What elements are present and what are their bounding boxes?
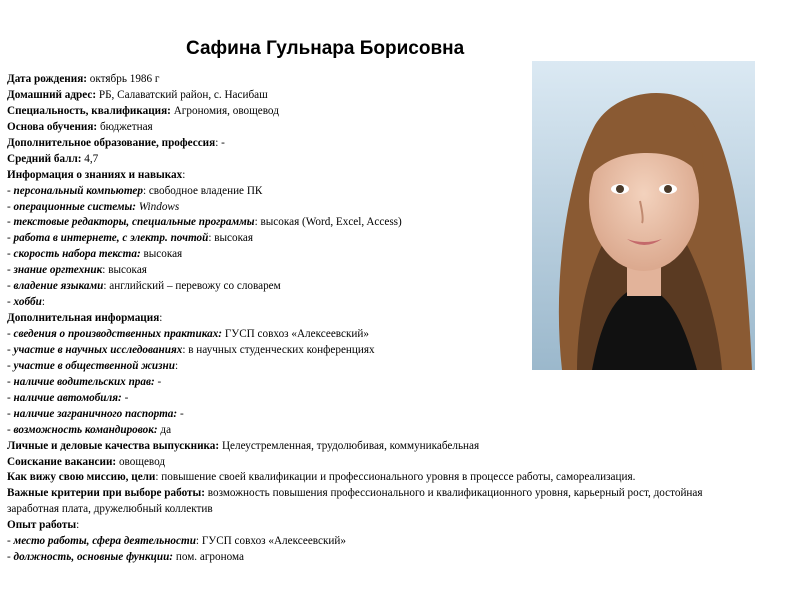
- detail-line: [7, 263, 777, 279]
- line-prefix: -: [7, 359, 14, 372]
- line-prefix: -: [7, 264, 14, 277]
- line-value: : английский – перевожу со словарем: [103, 280, 281, 293]
- line-prefix: -: [7, 407, 14, 420]
- detail-line: [7, 279, 777, 295]
- line-prefix: -: [7, 216, 14, 229]
- detail-line: [7, 486, 747, 518]
- detail-line: [7, 391, 777, 407]
- line-value: высокая: [140, 248, 183, 261]
- detail-line: [7, 152, 777, 168]
- detail-line: [7, 423, 777, 439]
- line-label: Специальность, квалификация:: [7, 104, 171, 117]
- line-value: -: [121, 391, 129, 404]
- line-label: текстовые редакторы, специальные программы: [13, 216, 255, 229]
- detail-line: [7, 120, 777, 136]
- line-label: сведения о производственных практиках:: [13, 328, 223, 340]
- line-prefix: -: [7, 328, 14, 340]
- line-prefix: -: [7, 248, 14, 261]
- line-label: Дополнительная информация: [7, 312, 160, 325]
- line-label: Дополнительное образование, профессия: [7, 136, 216, 149]
- line-value: РБ, Салаватский район, с. Насибаш: [96, 88, 268, 101]
- line-label: Как вижу свою миссию, цели: [7, 471, 156, 484]
- detail-line: [7, 247, 777, 263]
- detail-line: [7, 550, 777, 566]
- line-value: : свободное владение ПК: [142, 184, 263, 197]
- line-label: Информация о знаниях и навыках: [7, 168, 183, 181]
- line-label: участие в научных исследованиях: [13, 343, 183, 356]
- detail-line: [7, 72, 777, 88]
- line-label: знание оргтехник: [13, 264, 103, 277]
- line-value: октябрь 1986 г: [86, 73, 160, 85]
- detail-line: [7, 200, 777, 216]
- line-prefix: -: [7, 535, 14, 548]
- page-title: Сафина Гульнара Борисовна: [186, 38, 465, 59]
- line-label: место работы, сфера деятельности: [13, 535, 196, 548]
- line-prefix: -: [7, 551, 14, 564]
- detail-line: [7, 407, 777, 423]
- line-label: Дата рождения:: [7, 73, 87, 85]
- line-value: Целеустремленная, трудолюбивая, коммуникабельная: [219, 439, 480, 452]
- detail-line: [7, 534, 777, 550]
- line-label: участие в общественной жизни: [13, 359, 175, 372]
- line-value: возможность повышения профессионального и квалификационного уровня, карьерный рост, достойная заработная плата, дружелюбный коллектив: [7, 487, 703, 516]
- line-label: Важные критерии при выборе работы:: [7, 487, 205, 500]
- line-prefix: -: [7, 184, 14, 197]
- detail-line: [7, 88, 777, 104]
- line-label: наличие автомобиля:: [13, 391, 122, 404]
- detail-line: [7, 327, 777, 343]
- line-label: операционные системы:: [13, 200, 137, 213]
- line-label: Основа обучения:: [7, 120, 98, 133]
- line-label: работа в интернете, с электр. почтой: [13, 232, 209, 245]
- line-value: : высокая (Word, Excel, Access): [254, 216, 402, 229]
- line-label: владение языками: [13, 280, 104, 293]
- line-value: :: [174, 359, 179, 372]
- detail-line: [7, 359, 777, 375]
- detail-line: [7, 343, 777, 359]
- line-prefix: -: [7, 423, 14, 436]
- line-label: наличие заграничного паспорта:: [13, 407, 178, 420]
- line-value: пом. агронома: [173, 551, 244, 564]
- line-label: Личные и деловые качества выпускника:: [7, 439, 220, 452]
- line-label: Средний балл:: [7, 152, 82, 165]
- line-value: да: [157, 423, 172, 436]
- line-prefix: -: [7, 391, 14, 404]
- line-prefix: -: [7, 296, 14, 309]
- line-value: :: [41, 296, 45, 309]
- line-value: : высокая: [102, 264, 147, 277]
- line-label: Домашний адрес:: [7, 88, 97, 101]
- line-value: :: [159, 312, 163, 325]
- line-value: : ГУСП совхоз «Алексеевский»: [195, 535, 346, 548]
- line-value: : высокая: [208, 232, 253, 245]
- line-label: должность, основные функции:: [13, 551, 174, 564]
- line-value: : -: [215, 136, 225, 149]
- detail-line: [7, 184, 777, 200]
- detail-line: [7, 470, 777, 486]
- line-value: :: [182, 168, 186, 181]
- line-value: 4,7: [81, 152, 99, 165]
- line-value: -: [154, 375, 162, 388]
- detail-line: [7, 455, 777, 471]
- detail-line: [7, 104, 777, 120]
- line-label: персональный компьютер: [13, 184, 143, 197]
- line-prefix: -: [7, 280, 14, 293]
- line-prefix: -: [7, 343, 14, 356]
- section-heading: [7, 311, 777, 327]
- line-prefix: -: [7, 232, 14, 245]
- line-value: Агрономия, овощевод: [170, 104, 279, 117]
- line-value: Windows: [136, 200, 180, 213]
- resume-details: [7, 72, 777, 566]
- detail-line: [7, 231, 777, 247]
- line-prefix: -: [7, 200, 14, 213]
- section-heading: [7, 168, 777, 184]
- detail-line: [7, 439, 777, 455]
- line-label: Соискание вакансии:: [7, 455, 117, 468]
- line-label: скорость набора текста:: [13, 248, 141, 261]
- line-prefix: -: [7, 375, 14, 388]
- detail-line: [7, 375, 777, 391]
- detail-line: [7, 136, 777, 152]
- line-value: ГУСП совхоз «Алексеевский»: [222, 328, 369, 340]
- line-value: бюджетная: [97, 120, 153, 133]
- section-heading: [7, 518, 777, 534]
- line-label: наличие водительских прав:: [13, 375, 155, 388]
- line-value: овощевод: [116, 455, 166, 468]
- line-value: : повышение своей квалификации и профессионального уровня в процессе работы, самореализация.: [155, 471, 636, 484]
- line-value: :: [76, 519, 80, 532]
- line-label: возможность командировок:: [13, 423, 158, 436]
- line-label: хобби: [13, 296, 42, 309]
- line-label: Опыт работы: [7, 519, 77, 532]
- line-value: -: [177, 407, 184, 420]
- line-value: : в научных студенческих конференциях: [182, 343, 375, 356]
- detail-line: [7, 215, 777, 231]
- detail-line: [7, 295, 777, 311]
